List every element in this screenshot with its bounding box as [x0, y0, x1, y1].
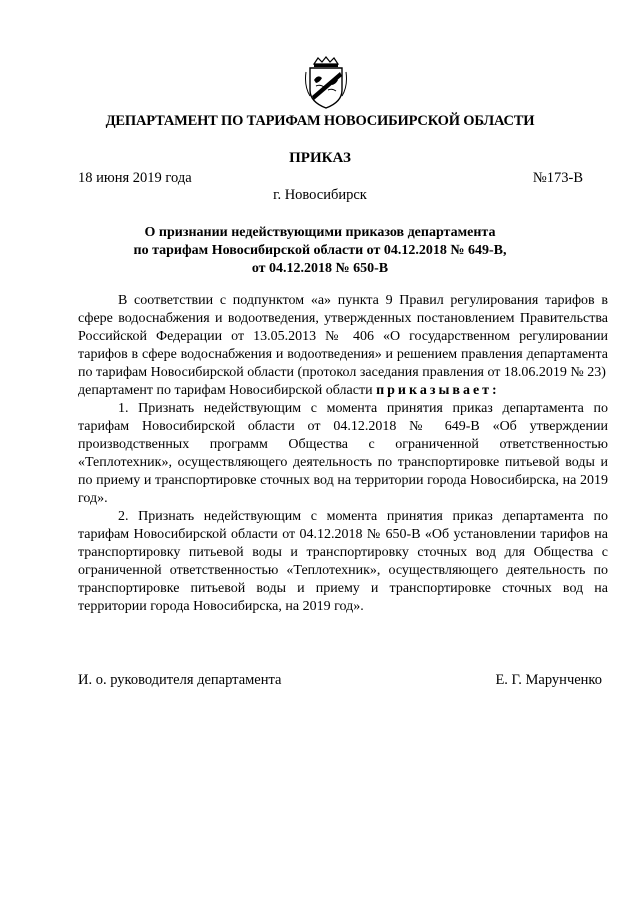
subject-line: по тарифам Новосибирской области от 04.12.2018 № 649-В,	[133, 243, 507, 258]
ordering-word: приказывает:	[376, 383, 500, 398]
subject-line: О признании недействующими приказов департамента	[144, 225, 496, 240]
signatory-position: И. о. руководителя департамента	[78, 672, 282, 688]
order-number: №173-В	[532, 170, 583, 186]
subject-line: от 04.12.2018 № 650-В	[251, 261, 389, 276]
department-title: ДЕПАРТАМЕНТ ПО ТАРИФАМ НОВОСИБИРСКОЙ ОБЛАСТИ	[105, 113, 535, 129]
coat-of-arms-icon	[304, 56, 348, 110]
order-subject	[80, 224, 560, 278]
order-date: 18 июня 2019 года	[78, 170, 192, 186]
preamble-paragraph: В соответствии с подпунктом «а» пункта 9 Правил регулирования тарифов в сфере водоснабжения и водоотведения, утвержденных постановлением Правительства Российской Федерации от 13.05.2013 № 406 «О государственном регулировании тарифов в сфере водоснабжения и водоотведения» и решением правления департамента по тарифам Новосибирской области (протокол заседания правления от 18.06.2019 № 23)	[78, 293, 608, 380]
order-item-2: 2. Признать недействующим с момента принятия приказ департамента по тарифам Новосибирской области от 04.12.2018 № 650-В «Об установлении тарифов на транспортировку питьевой воды и транспортировку сточных вод для Общества с ограниченной ответственностью «Теплотехник», осуществляющего деятельность по транспортировке питьевой воды и приему и транспортировке сточных вод на территории города Новосибирска, на 2019 год».	[78, 509, 608, 614]
order-item-1: 1. Признать недействующим с момента принятия приказ департамента по тарифам Новосибирской области от 04.12.2018 № 649-В «Об утверждении производственных программ Общества с ограниченной ответственностью «Теплотехник», осуществляющего деятельность по транспортировке питьевой воды и по приему и транспортировке сточных вод на территории города Новосибирска, на 2019 год».	[78, 401, 608, 506]
ordering-text: департамент по тарифам Новосибирской области	[78, 383, 377, 398]
order-city: г. Новосибирск	[273, 187, 367, 203]
order-body	[78, 292, 608, 616]
signatory-name: Е. Г. Марунченко	[495, 672, 602, 688]
ordering-clause	[78, 382, 608, 400]
document-type-heading: ПРИКАЗ	[289, 150, 351, 166]
